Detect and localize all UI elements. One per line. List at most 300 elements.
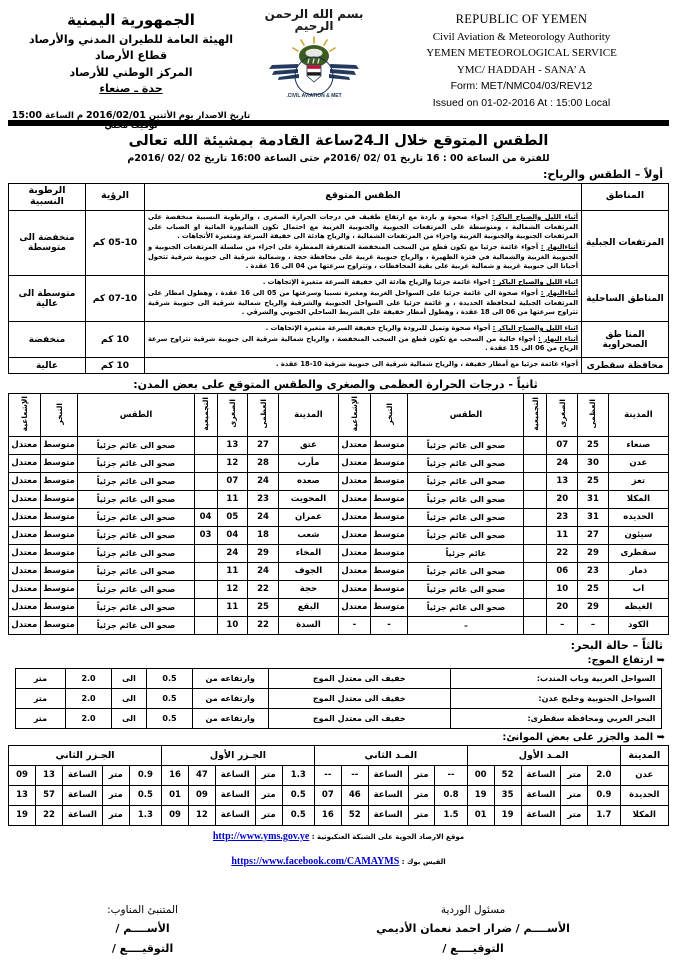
city-cumulative [194,490,217,508]
forecast-time-label: اثناء الليل والصباح الباكر : [492,324,578,333]
flood-second-hours: 16 [314,805,341,825]
col-header-city-left: المدينة [278,393,338,436]
authority-name-ar: الهيئة العامة للطيران المدني والأرصاد [28,32,234,46]
flood-first-minutes: 35 [494,785,521,805]
region-forecast-text [145,358,582,374]
city-name: صنعاء [608,436,668,454]
city-radiation: معتدل [339,454,371,472]
city-evaporation: متوسط [370,526,408,544]
city-radiation: معتدل [339,580,371,598]
city-max-temp: 24 [248,562,279,580]
col-header-tide-city: المدينة [620,745,668,765]
ebb-second-height-unit: متر [102,765,129,785]
city-min-temp: 23 [547,508,578,526]
city-evaporation: متوسط [40,616,78,634]
bullet-marker: ➥ [656,654,665,666]
city-cumulative [524,436,547,454]
ebb-first-time-label: الساعة [215,805,255,825]
region-visibility: 10 كم [86,358,145,374]
flood-second-height: 1.5 [435,805,467,825]
col-header-flood-first: المـد الأول [467,745,620,765]
city-max-temp: 28 [248,454,279,472]
ebb-second-height-unit: متر [102,785,129,805]
flood-second-minutes: -- [341,765,368,785]
table-row [9,562,669,580]
temps-table-body [9,436,669,634]
flood-second-height-unit: متر [408,785,435,805]
city-weather: صحو الى غائم جزئياً [78,598,194,616]
table-row [9,276,669,322]
city-min-temp: 24 [217,544,248,562]
table-row [9,598,669,616]
city-weather: صحو الى غائم جزئياً [408,508,524,526]
region-name: محافظة سقطرى [582,358,669,374]
city-radiation: معتدل [339,436,371,454]
col-header-ebb-first: الجـزر الأول [162,745,315,765]
city-weather: صحو الى غائم جزئياً [78,616,194,634]
region-visibility: 10 كم [86,322,145,358]
flood-first-height: 0.9 [588,785,620,805]
ebb-second-minutes: 22 [36,805,63,825]
ebb-first-height-unit: متر [255,805,282,825]
flood-first-time-label: الساعة [521,805,561,825]
ebb-second-hours: 19 [9,805,36,825]
office-code-en: YMC/ HADDAH - SANA’ A [456,63,587,76]
signature-block [8,901,669,958]
region-humidity: منخفضة الى متوسطة [9,210,86,275]
city-min-temp: – [547,616,578,634]
col-header-evap-right: التبخر [370,393,408,436]
city-cumulative [194,562,217,580]
city-min-temp: 10 [547,580,578,598]
bullet-tides-label: المد والجزر على بعض الموانئ: [502,731,654,743]
tide-city-name: عدن [620,765,668,785]
city-min-temp: 12 [217,580,248,598]
country-name-ar: الجمهورية اليمنية [67,11,195,29]
sea-height-to-label: الى [111,708,146,728]
issue-time-value: 15:00 [11,109,42,121]
flood-first-height-unit: متر [561,765,588,785]
header-logo-block [254,6,374,100]
region-visibility: 07-10 كم [86,276,145,322]
region-humidity: متوسطة الى عالية [9,276,86,322]
shift-manager-name-row [376,919,570,938]
city-radiation: معتدل [339,526,371,544]
city-name: شعب [278,526,338,544]
city-min-temp: 04 [217,526,248,544]
city-name: عتق [278,436,338,454]
col-header-humidity: الرطوبة النسبية [9,184,86,211]
forecaster-title: المتنبئ المناوب: [107,903,178,916]
forecast-line: أجواء غائمة جزئيا مع أمطار خفيفة ، والرياح شمالية شرقية الى جنوبية شرقية 10-18 عقدة . [276,360,578,369]
city-max-temp: 29 [578,598,609,616]
col-header-radiation-left: الإشعاعية [9,393,41,436]
city-min-temp: 11 [217,598,248,616]
section-heading-weather-wind: أولاً – الطقس والرياح: [542,168,663,181]
city-min-temp: 13 [217,436,248,454]
location-ar: حدة ـ صنعاء [99,82,163,96]
city-name: البقع [278,598,338,616]
forecaster-name-label: الأســــم / [115,922,170,936]
city-cumulative: 04 [194,508,217,526]
city-name: تعز [608,472,668,490]
table-row [9,454,669,472]
ebb-first-time-label: الساعة [215,765,255,785]
city-radiation: معتدل [9,580,41,598]
ebb-second-time-label: الساعة [63,765,103,785]
civil-aviation-meteorology-emblem [268,34,360,100]
shift-manager-name-label: الأســــم / [515,922,570,936]
city-min-temp: 20 [547,490,578,508]
col-header-min-right: الصغرى [547,393,578,436]
ebb-first-hours: 16 [162,765,189,785]
flood-first-hours: 19 [467,785,494,805]
table-row [15,708,662,728]
sea-height-unit: متر [15,708,66,728]
sea-height-from: 0.5 [147,668,193,688]
city-radiation: معتدل [9,490,41,508]
city-min-temp: 05 [217,508,248,526]
table-row [9,580,669,598]
sea-wave-state: خفيف الى معتدل الموج [268,708,450,728]
header-arabic-block [8,6,254,131]
city-cumulative [194,580,217,598]
city-weather: صحو الى غائم جزئياً [78,454,194,472]
col-header-ebb-second: الجـزر الثاني [9,745,162,765]
city-weather: صحو الى غائم جزئياً [408,580,524,598]
city-evaporation: متوسط [370,454,408,472]
forecast-line: أثناء النهار : أجواء خالية من السحب مع تكون قطع من السحب المنخفضة ، والرياح شمالية شرقية الى جنوبية شرقية تتراوح سرعة الرياح من 06 الى 15 عقدة . [148,334,578,353]
city-weather: صحو الى غائم جزئياً [78,544,194,562]
bullet-marker: ➥ [656,731,665,743]
sea-table-body [15,668,662,728]
sea-height-label: وارتفاعه من [192,668,268,688]
city-evaporation: متوسط [40,508,78,526]
city-cumulative [524,598,547,616]
country-name-en: REPUBLIC OF YEMEN [455,12,588,26]
ebb-first-minutes: 09 [188,785,215,805]
city-min-temp: 12 [217,454,248,472]
ebb-first-time-label: الساعة [215,785,255,805]
table-row [9,210,669,275]
city-radiation: معتدل [339,562,371,580]
city-name: الحديده [608,508,668,526]
ebb-second-height: 0.9 [129,765,161,785]
city-min-temp: 22 [547,544,578,562]
city-weather: غائم جزئياً [408,544,524,562]
ebb-second-time-label: الساعة [63,785,103,805]
city-name: الكود [608,616,668,634]
city-evaporation: متوسط [40,562,78,580]
regions-forecast-table [8,183,669,374]
region-humidity: عالية [9,358,86,374]
city-radiation: معتدل [9,526,41,544]
col-header-flood-second: المـد الثاني [314,745,467,765]
ebb-first-hours: 09 [162,805,189,825]
city-weather: صحو الى غائم جزئياً [78,436,194,454]
city-weather: صحو الى غائم جزئياً [78,472,194,490]
table-row [9,616,669,634]
table-header-row [9,184,669,211]
issue-date-suffix: توقيت محلي [104,120,158,131]
forecast-period: للفترة من الساعة 00 : 16 تاريخ 01 /02 /2016م حتى الساعة 16:00 تاريخ 02 /02 /2016م [127,153,550,164]
city-name: ذمار [608,562,668,580]
sector-name-ar: قطاع الأرصاد [94,49,168,63]
city-radiation: معتدل [339,544,371,562]
city-max-temp: 25 [578,436,609,454]
ebb-first-height: 1.3 [282,765,314,785]
city-cumulative [524,472,547,490]
city-max-temp: 31 [578,490,609,508]
ebb-first-height-unit: متر [255,765,282,785]
city-evaporation: متوسط [40,544,78,562]
ebb-first-minutes: 47 [188,765,215,785]
ebb-second-height: 0.5 [129,785,161,805]
city-weather: صحو الى غائم جزئياً [408,598,524,616]
flood-second-height-unit: متر [408,805,435,825]
col-header-city-right: المدينة [608,393,668,436]
city-weather: صحو الى غائم جزئياً [78,562,194,580]
flood-second-hours: -- [314,765,341,785]
city-weather: – [408,616,524,634]
ebb-second-minutes: 57 [36,785,63,805]
bullet-tides [8,732,665,743]
sea-height-to-label: الى [111,688,146,708]
city-max-temp: 24 [248,508,279,526]
city-min-temp: 10 [217,616,248,634]
flood-second-time-label: الساعة [368,765,408,785]
city-name: عمران [278,508,338,526]
city-name: اب [608,580,668,598]
city-max-temp: 29 [578,544,609,562]
city-weather: صحو الى غائم جزئياً [78,526,194,544]
regions-table-body [9,210,669,373]
service-name-en: YEMEN METEOROLOGICAL SERVICE [426,47,617,60]
city-radiation: معتدل [9,598,41,616]
sea-wave-state: خفيف الى معتدل الموج [268,688,450,708]
city-weather: صحو الى غائم جزئياً [78,490,194,508]
city-max-temp: 25 [578,472,609,490]
document-header [8,0,669,131]
city-cumulative [194,544,217,562]
city-evaporation: متوسط [370,508,408,526]
city-name: صعده [278,472,338,490]
col-header-evap-left: التبخر [40,393,78,436]
city-max-temp: 24 [248,472,279,490]
col-header-weather-left: الطقس [78,393,194,436]
flood-second-height: -- [435,765,467,785]
sea-height-from: 0.5 [147,688,193,708]
section-heading-temperatures: ثانياً - درجات الحرارة العظمى والصغرى والطقس المتوقع على بعض المدن: [133,377,538,391]
city-min-temp: 11 [217,562,248,580]
ebb-second-hours: 13 [9,785,36,805]
flood-second-time-label: الساعة [368,805,408,825]
city-evaporation: متوسط [370,436,408,454]
flood-first-height: 2.0 [588,765,620,785]
website-link[interactable]: http://www.yms.gov.ye [212,830,310,842]
city-min-temp: 24 [547,454,578,472]
city-cumulative [194,472,217,490]
city-cumulative [194,598,217,616]
flood-second-hours: 07 [314,785,341,805]
city-weather: صحو الى غائم جزئياً [78,580,194,598]
flood-first-time-label: الساعة [521,765,561,785]
forecast-time-label: أثناءالنهار : [540,288,578,297]
ebb-second-minutes: 13 [36,765,63,785]
flood-first-hours: 01 [467,805,494,825]
city-max-temp: 31 [578,508,609,526]
sea-wave-state: خفيف الى معتدل الموج [268,668,450,688]
table-row [15,668,662,688]
city-weather: صحو الى غائم جزئياً [408,526,524,544]
sea-height-from: 0.5 [147,708,193,728]
table-header-row [9,393,669,436]
region-name: المنا طق الصحراوية [582,322,669,358]
city-name: السدة [278,616,338,634]
city-max-temp: 23 [248,490,279,508]
sea-area-name: السواحل الغربية وباب المندب: [450,668,662,688]
ebb-second-height-unit: متر [102,805,129,825]
sea-height-unit: متر [15,668,66,688]
sea-height-value: 2.0 [66,688,112,708]
city-weather: صحو الى غائم جزئياً [408,454,524,472]
city-evaporation: متوسط [370,544,408,562]
city-name: مأرب [278,454,338,472]
issue-date-mid: م الساعة [44,110,84,121]
city-min-temp: 11 [547,526,578,544]
city-max-temp: 25 [578,580,609,598]
city-evaporation: متوسط [370,580,408,598]
table-row [9,805,669,825]
sea-height-label: وارتفاعه من [192,708,268,728]
table-row [9,490,669,508]
forecast-time-label: أثناءالنهار : [540,243,578,251]
city-temperatures-table [8,393,669,635]
wave-height-table [15,668,663,729]
forecast-line: اثناء الليل والصباح الباكر : اجواء غائمة جزئيا والرياح هادئة الي خفيفة السرعة متغيرة الإتجاهات . [262,278,578,287]
table-row [15,688,662,708]
city-max-temp: 22 [248,616,279,634]
table-row [9,785,669,805]
city-max-temp: 25 [248,598,279,616]
city-radiation: معتدل [9,508,41,526]
flood-first-height-unit: متر [561,785,588,805]
sea-height-value: 2.0 [66,668,112,688]
city-min-temp: 06 [547,562,578,580]
signature-forecaster [107,901,178,958]
sea-height-value: 2.0 [66,708,112,728]
basmala-calligraphy: بسم الله الرحمن الرحيم [264,7,364,33]
ebb-first-hours: 01 [162,785,189,805]
table-row [9,472,669,490]
sea-area-name: البحر العربي ومحافظة سقطرى: [450,708,662,728]
table-row [9,436,669,454]
city-cumulative [524,526,547,544]
region-visibility: 05-10 كم [86,210,145,275]
region-name: المناطق الساحلية [582,276,669,322]
flood-first-time-label: الساعة [521,785,561,805]
flood-first-hours: 00 [467,765,494,785]
forecast-line: اثناء الليل والصباح الباكر : أجواء صحوة وتميل للبرودة والرياح خفيفة السرعة متغيرة الإتجاهات . [265,324,578,333]
city-evaporation: متوسط [40,436,78,454]
city-evaporation: متوسط [370,598,408,616]
city-evaporation: متوسط [40,454,78,472]
city-cumulative [524,562,547,580]
col-header-visibility: الرؤية [86,184,145,211]
ebb-first-height: 0.5 [282,805,314,825]
col-header-max-left: العظمى [248,393,279,436]
city-radiation: معتدل [339,598,371,616]
city-weather: صحو الى غائم جزئياً [408,472,524,490]
shift-manager-name-value: ضرار احمد نعمان الأديمي [376,922,513,936]
authority-name-en: Civil Aviation & Meteorology Authority [432,30,611,43]
ebb-second-hours: 09 [9,765,36,785]
issue-date-ar [8,110,254,131]
col-header-cumulative-right: التجميعية [524,393,547,436]
city-min-temp: 20 [547,598,578,616]
city-min-temp: 11 [217,490,248,508]
issued-on-en: Issued on 01-02-2016 At : 15:00 Local [432,97,611,110]
city-radiation: معتدل [9,454,41,472]
forecast-time-label: اثناء الليل والصباح الباكر : [492,278,578,287]
col-header-region: المناطق [582,184,669,211]
ebb-first-minutes: 12 [188,805,215,825]
city-cumulative [194,616,217,634]
ebb-second-height: 1.3 [129,805,161,825]
city-evaporation: متوسط [40,490,78,508]
sea-height-unit: متر [15,688,66,708]
city-evaporation: متوسط [40,580,78,598]
city-max-temp: 29 [248,544,279,562]
ebb-second-time-label: الساعة [63,805,103,825]
sea-height-to-label: الى [111,668,146,688]
city-max-temp: 30 [578,454,609,472]
signature-shift-manager [376,901,570,958]
city-radiation: معتدل [339,508,371,526]
table-row [9,322,669,358]
city-weather: صحو الى غائم جزئياً [78,508,194,526]
facebook-link[interactable]: https://www.facebook.com/CAMAYMS [231,855,400,867]
col-header-min-left: الصغرى [217,393,248,436]
city-max-temp: 27 [248,436,279,454]
city-evaporation: متوسط [370,562,408,580]
col-header-weather-right: الطقس [408,393,524,436]
city-min-temp: 07 [547,436,578,454]
flood-second-height-unit: متر [408,765,435,785]
city-name: سقطرى [608,544,668,562]
city-cumulative: 03 [194,526,217,544]
tide-city-name: الحديدة [620,785,668,805]
page-title: الطقس المتوقع خلال الـ24ساعة القادمة بمشيئة الله تعالى [128,133,549,149]
flood-first-height-unit: متر [561,805,588,825]
city-weather: صحو الى غائم جزئياً [408,490,524,508]
flood-second-minutes: 46 [341,785,368,805]
city-radiation: معتدل [9,436,41,454]
city-cumulative [524,508,547,526]
city-weather: صحو الى غائم جزئياً [408,562,524,580]
city-max-temp: 18 [248,526,279,544]
flood-second-time-label: الساعة [368,785,408,805]
flood-second-height: 0.8 [435,785,467,805]
center-name-ar: المركز الوطني للأرصاد [69,65,193,79]
city-evaporation: متوسط [40,598,78,616]
city-radiation: معتدل [9,616,41,634]
city-max-temp: 27 [578,526,609,544]
forecast-time-label: أثناء النهار : [538,334,578,343]
city-cumulative [194,454,217,472]
city-radiation: معتدل [9,544,41,562]
flood-first-minutes: 19 [494,805,521,825]
